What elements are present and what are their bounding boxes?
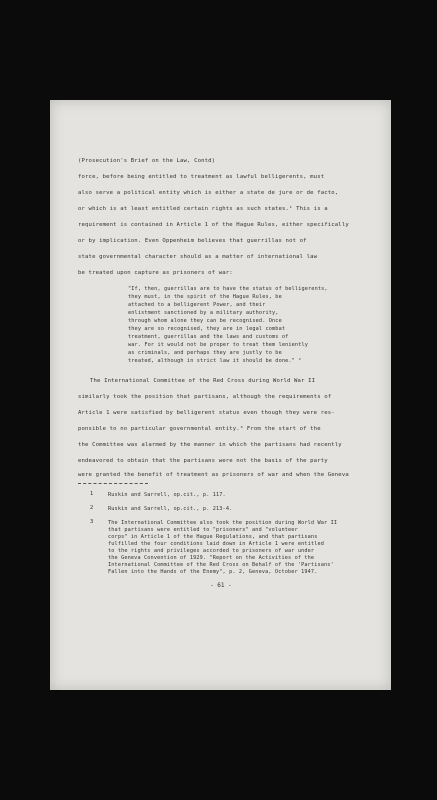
body-line: The International Committee of the Red Cross during World War II [90,378,316,384]
footnote-line: fulfilled the four conditions laid down in Article 1 were entitled [108,541,325,547]
body-line: the Committee was alarmed by the manner in which the partisans had recently [78,442,342,448]
quote-line: treatment, guerrillas and the laws and customs of [128,334,289,340]
footnote-line: the Geneva Convention of 1929. "Report on the Activities of the [108,555,315,561]
quote-line: "If, then, guerrillas are to have the status of belligerents, [128,286,328,292]
quote-line: enlistment sanctioned by a military authority, [128,310,279,316]
body-line: similarly took the position that partisans, although the requirements of [78,394,332,400]
footnote-line: International Committee of the Red Cross on Behalf of the 'Partisans' [108,562,334,568]
footnote-line: corps" in Article 1 of the Hague Regulations, and that partisans [108,534,318,540]
footnote-line: Ruskin and Sarrell, op.cit., p. 213-4. [108,506,233,512]
footnote-line: Fallen into the Hands of the Enemy", p. 2, Geneva, October 1947. [108,569,318,575]
body-line: or by implication. Even Oppenheim believes that guerrillas not of [78,238,307,244]
body-line: ponsible to no particular governmental entity.³ From the start of the [78,426,321,432]
body-line: requirement is contained in Article 1 of the Hague Rules, either specifically [78,222,349,228]
quote-line: attached to a belligerent Power, and their [128,302,266,308]
quote-line: war. For it would not be proper to treat them leniently [128,342,309,348]
body-line: be treated upon capture as prisoners of war: [78,270,233,276]
quote-line: as criminals, and perhaps they are justly to be [128,350,282,356]
footnote-line: Ruskin and Sarrell, op.cit., p. 117. [108,492,226,498]
document-page [50,100,391,690]
page-number: - 61 - [210,582,232,589]
footnote-number: 3 [90,519,94,525]
footnote-number: 2 [90,505,94,511]
body-line: force, before being entitled to treatment as lawful belligerents, must [78,174,325,180]
quote-line: they must, in the spirit of the Hague Rules, be [128,294,282,300]
body-line: endeavored to obtain that the partisans were not the basis of the party [78,458,328,464]
body-line: Article 1 were satisfied by belligerent status even though they were res- [78,410,335,416]
page-header: (Prosecution's Brief on the Law, Contd) [78,158,216,164]
quote-line: they are so recognised, they are in legal combat [128,326,286,332]
body-line: or which is at least entitled certain rights as such states.¹ This is a [78,206,328,212]
body-line: state governmental character should as a matter of international law [78,254,318,260]
footnote-line: that partisans were entitled to "prisoners" and "volunteer [108,527,298,533]
footnote-line: The International Committee also took the position during World War II [108,520,338,526]
quote-line: through whom alone they can be recognised. Once [128,318,282,324]
quote-line: treated, although in strict law it should be done." ² [128,358,302,364]
footnote-line: to the rights and privileges accorded to prisoners of war under [108,548,315,554]
footnote-number: 1 [90,491,94,497]
body-line: were granted the benefit of treatment as prisoners of war and when the Geneva [78,472,349,478]
body-line: also serve a political entity which is either a state de jure or de facto, [78,190,339,196]
footnote-separator [78,483,148,484]
